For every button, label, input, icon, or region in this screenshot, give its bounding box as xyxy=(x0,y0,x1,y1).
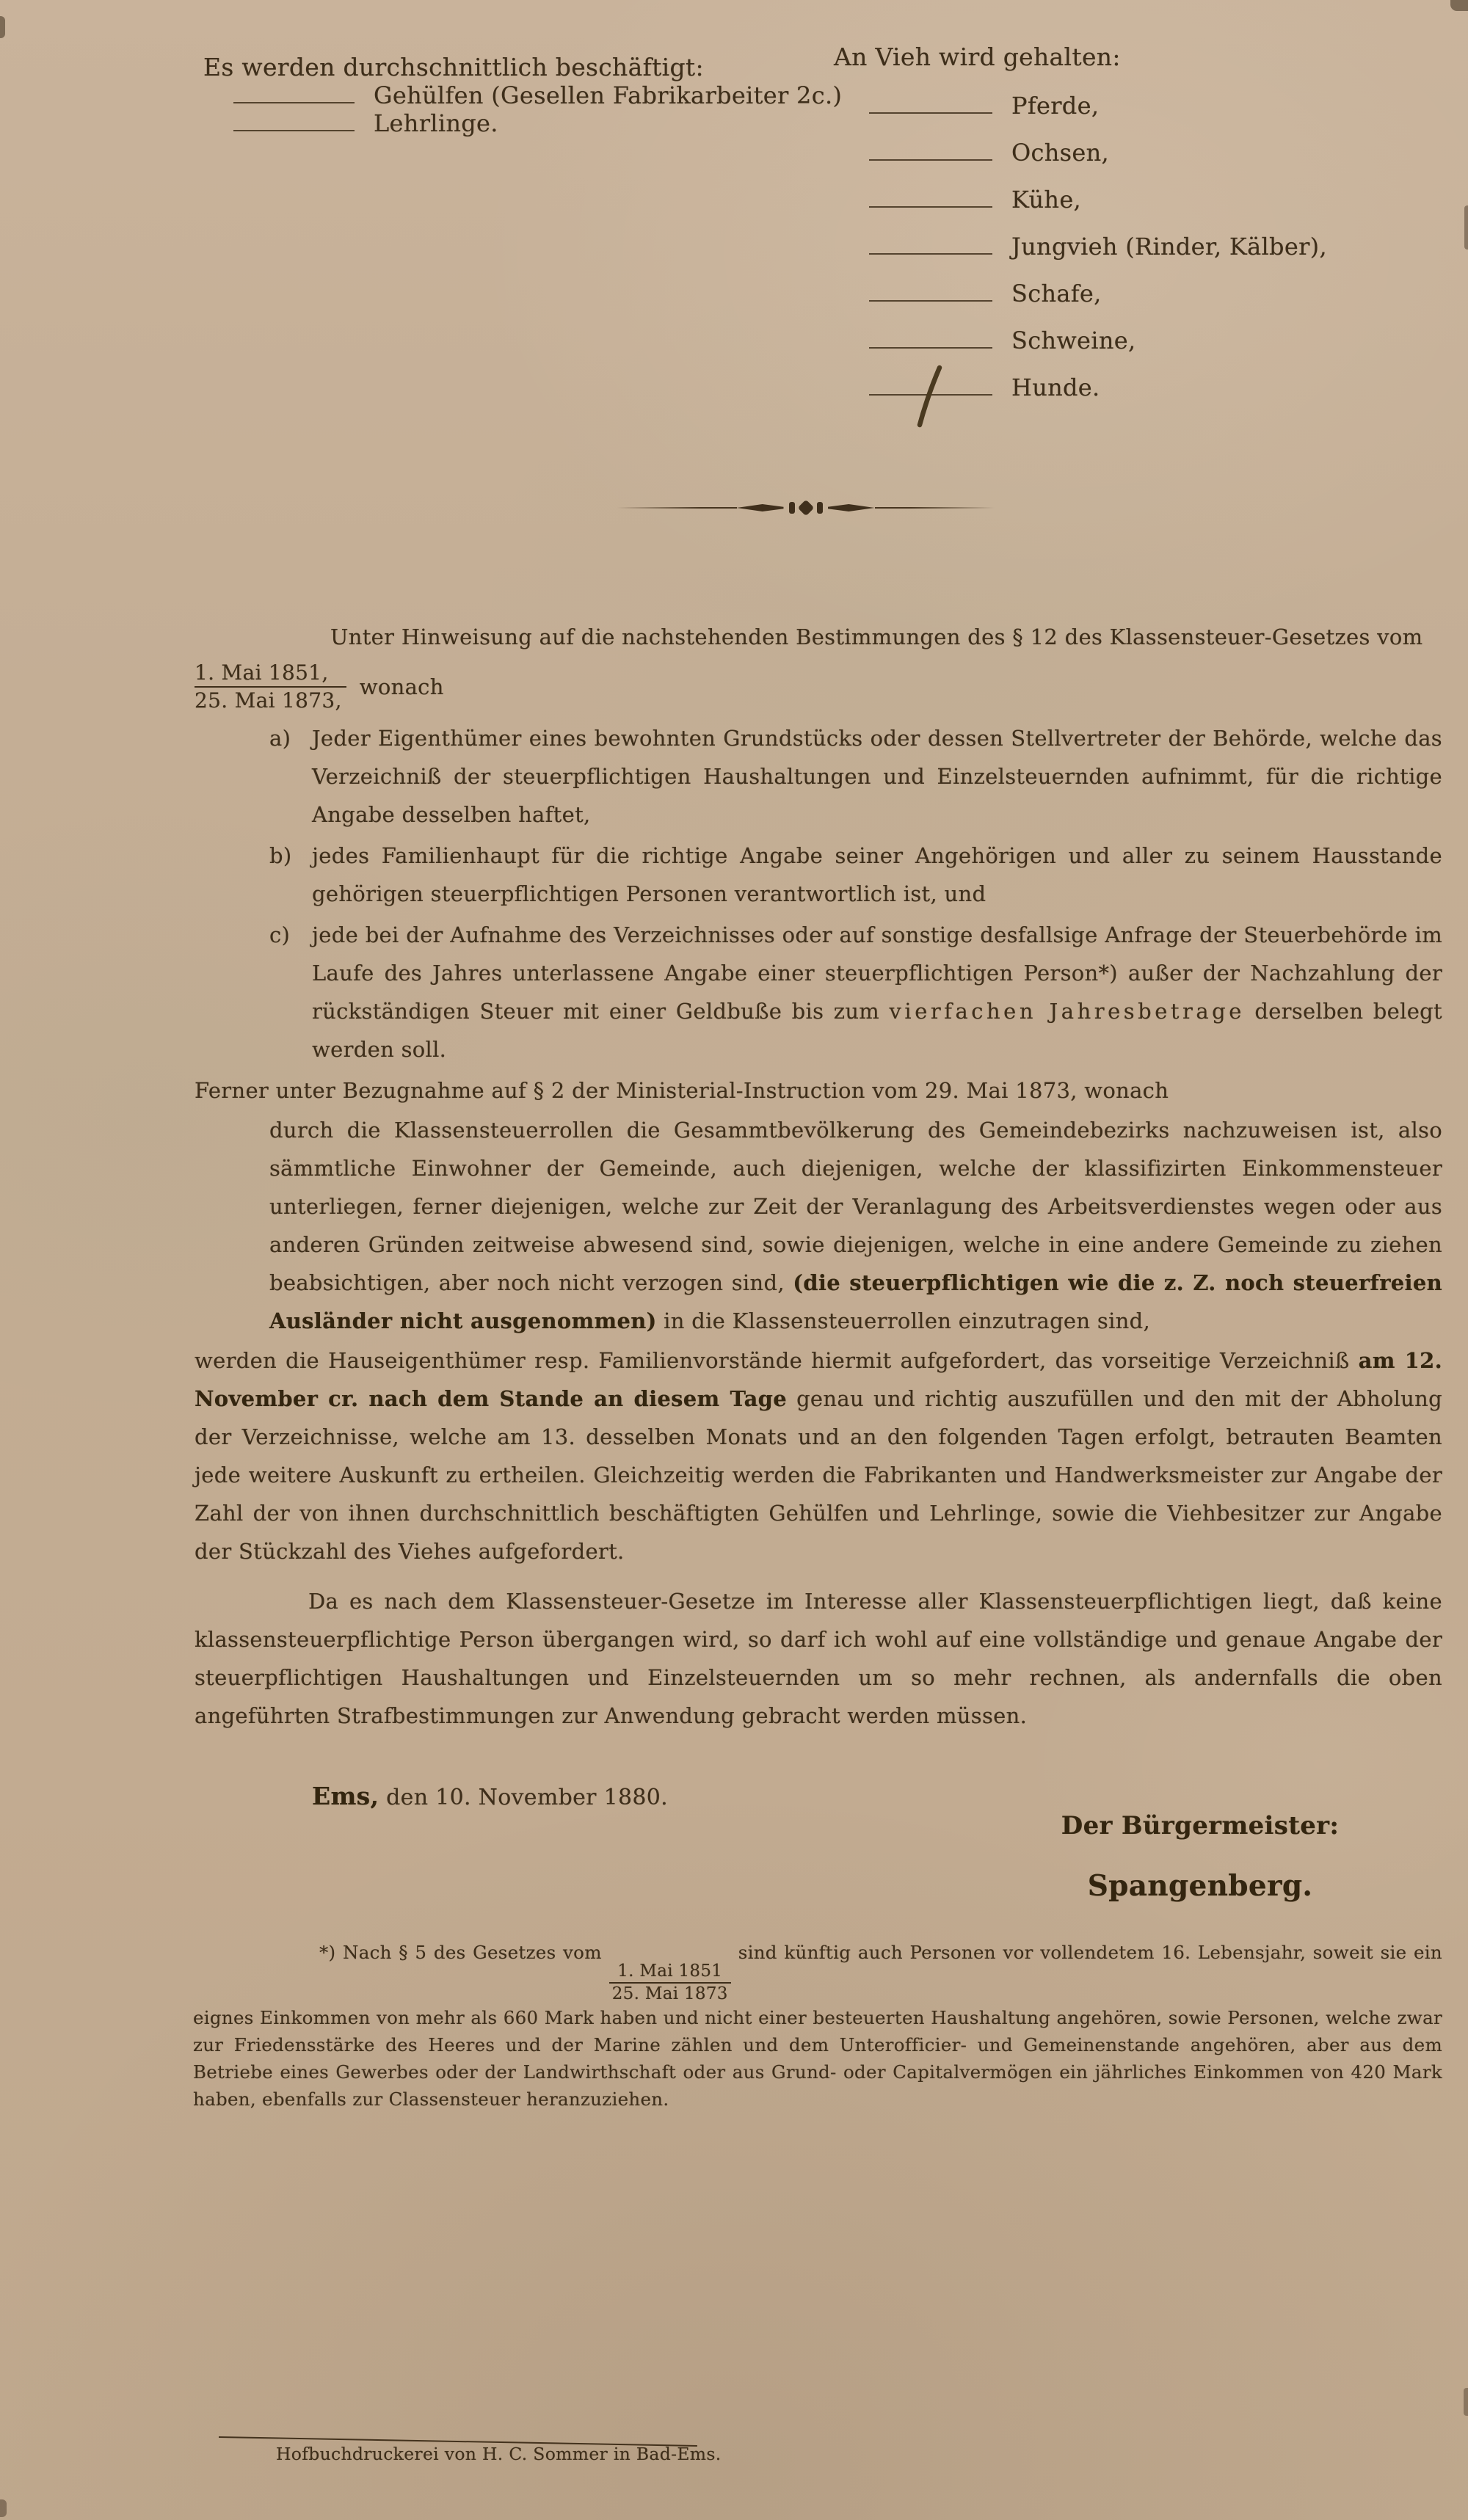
list-marker-b: b) xyxy=(269,843,292,868)
werden-run-bold: am 12. November cr. nach dem Stande an diesem Tage xyxy=(195,1348,1443,1411)
proclamation-body xyxy=(195,618,1442,1939)
employment-row-gehuelfen xyxy=(203,81,842,109)
durch-indented-paragraph xyxy=(269,1111,1442,1340)
divider-leaf-left-icon xyxy=(737,504,784,511)
divider-line-left xyxy=(617,507,737,509)
intro-paragraph-line: Unter Hinweisung auf die nachstehenden Bestimmungen des § 12 des Klassensteuer-Gesetzes vom xyxy=(330,624,1423,649)
livestock-row-jungvieh xyxy=(834,233,1327,280)
scan-artifact-top-right xyxy=(1450,0,1468,11)
livestock-row-schafe xyxy=(834,280,1327,327)
livestock-row-kuehe xyxy=(834,186,1327,233)
employment-label-gehuelfen: Gehülfen (Gesellen Fabrikarbeiter 2c.) xyxy=(374,81,843,109)
divider-diamond-icon xyxy=(797,500,814,517)
livestock-label-schweine: Schweine, xyxy=(1011,327,1136,354)
scan-artifact-bottom-left xyxy=(0,2499,7,2517)
livestock-row-ochsen xyxy=(834,139,1327,186)
livestock-blank-line-schweine xyxy=(869,346,992,349)
scan-artifact-top-left xyxy=(0,16,5,38)
footnote-date-top: 1. Mai 1851 xyxy=(609,1962,731,1984)
werden-run-3: genau und richtig auszufüllen und den mit der Abholung der Verzeichnisse, welche am 13. desselben Monats und an den folgenden Tagen erfolgt, betrauten Beamten jede weitere Auskunft zu ertheilen. Gleichzeitig werden die Fabrikanten und Handwerksmeister zur Angabe der Zahl der von ihnen durchschnittlich beschäftigten Gehülfen und Lehrlinge, sowie die Viehbesitzer zur Angabe der Stückzahl des Viehes aufgefordert. xyxy=(195,1386,1442,1564)
printer-credit-section xyxy=(219,2436,733,2464)
ornamental-divider xyxy=(617,493,995,522)
footnote xyxy=(193,1939,1442,2113)
livestock-blank-line-pferde xyxy=(869,112,992,114)
livestock-row-pferde xyxy=(834,92,1327,139)
list-item-a xyxy=(269,719,1442,834)
livestock-section xyxy=(834,43,1327,420)
durch-run-3: in die Klassensteuerrollen einzutragen sind, xyxy=(656,1308,1151,1333)
divider-leaf-right-icon xyxy=(828,504,875,511)
signer-name: Spangenberg. xyxy=(1087,1869,1313,1903)
list-marker-c: c) xyxy=(269,922,291,947)
list-text-a: Jeder Eigenthümer eines bewohnten Grundstücks oder dessen Stellvertreter der Behörde, welche das Verzeichniß der steuerpflichtigen Haushaltungen und Einzelsteuernden aufnimmt, für die richtige Angabe desselben haftet, xyxy=(312,726,1442,827)
handwritten-one-mark xyxy=(907,365,951,428)
employment-heading: Es werden durchschnittlich beschäftigt: xyxy=(203,53,704,81)
intro-after-word: wonach xyxy=(359,674,444,699)
place-name: Ems, xyxy=(312,1782,379,1810)
livestock-blank-line-kuehe xyxy=(869,205,992,208)
ferner-paragraph: Ferner unter Bezugnahme auf § 2 der Ministerial-Instruction vom 29. Mai 1873, wonach xyxy=(195,1078,1169,1103)
footnote-date-fraction xyxy=(609,1962,731,2004)
footnote-after-fraction: sind künftig auch Personen vor vollendetem 16. Lebensjahr, soweit sie ein eignes Einkommen von mehr als 660 Mark haben und nicht einer besteuerten Haushaltung angehören, sowie Personen, welche zwar zur Friedensstärke des Heeres und der Marine zählen und dem Unterofficier- und Gemeinenstande angehören, aber aus dem Betriebe eines Gewerbes oder der Landwirthschaft oder aus Grund- oder Capitalvermögen ein jährliches Einkommen von 420 Mark haben, ebenfalls zur Classensteuer heranzuziehen. xyxy=(193,1942,1442,2110)
list-marker-a: a) xyxy=(269,726,291,751)
employment-label-lehrlinge: Lehrlinge. xyxy=(374,109,498,137)
werden-run-1: werden die Hauseigenthümer resp. Familienvorstände hiermit aufgefordert, das vorseitige Verzeichniß xyxy=(195,1348,1359,1373)
livestock-label-pferde: Pferde, xyxy=(1011,92,1100,120)
divider-bar-icon xyxy=(789,502,795,514)
list-item-b xyxy=(269,837,1442,913)
livestock-blank-line-ochsen xyxy=(869,159,992,161)
livestock-row-hunde xyxy=(834,374,1327,420)
durch-run-1: durch die Klassensteuerrollen die Gesammtbevölkerung des Gemeindebezirks nachzuweisen ist, also sämmtliche Einwohner der Gemeinde, auch diejenigen, welche der klassifizirten Einkommensteuer unterliegen, ferner diejenigen, welche zur Zeit der Veranlagung des Arbeitsverdienstes wegen oder aus anderen Gründen zeitweise abwesend sind, sowie diejenigen, welche in eine andere Gemeinde zu ziehen beabsichtigen, aber noch nicht verzogen sind, xyxy=(269,1118,1442,1295)
livestock-row-schweine xyxy=(834,327,1327,374)
livestock-blank-line-jungvieh xyxy=(869,252,992,255)
scan-artifact-right-edge xyxy=(1464,205,1468,250)
employment-blank-line-lehrlinge xyxy=(233,129,355,131)
list-text-c-emphasized: vierfachen Jahresbetrage xyxy=(889,999,1245,1024)
list-item-c xyxy=(269,916,1442,1068)
livestock-label-kuehe: Kühe, xyxy=(1011,186,1082,214)
employment-section xyxy=(203,53,842,137)
law-date-bottom: 25. Mai 1873, xyxy=(195,688,342,713)
law-date-fraction xyxy=(195,660,346,713)
list-text-b: jedes Familienhaupt für die richtige Angabe seiner Angehörigen und aller zu seinem Hausstande gehörigen steuerpflichtigen Personen verantwortlich ist, und xyxy=(312,843,1442,906)
list-text-c-post: derselben belegt werden soll. xyxy=(312,999,1442,1062)
list-text-c-pre: jede bei der Aufnahme des Verzeichnisses oder auf sonstige desfallsige Anfrage der Steuerbehörde im Laufe des Jahres unterlassene Angabe einer steuerpflichtigen Person*) außer der Nachzahlung der rückständigen Steuer mit einer Geldbuße bis zum xyxy=(312,922,1442,1024)
livestock-label-ochsen: Ochsen, xyxy=(1011,139,1110,167)
printer-credit-text: Hofbuchdruckerei von H. C. Sommer in Bad-Ems. xyxy=(276,2444,722,2464)
signature-section xyxy=(195,1777,1442,1939)
werden-paragraph xyxy=(195,1341,1442,1570)
livestock-blank-line-schafe xyxy=(869,299,992,302)
livestock-label-jungvieh: Jungvieh (Rinder, Kälber), xyxy=(1011,233,1327,261)
employment-row-lehrlinge xyxy=(203,109,842,137)
footnote-before-fraction: Nach § 5 des Gesetzes vom xyxy=(335,1942,602,1963)
divider-bar-icon xyxy=(817,502,823,514)
footnote-marker: *) xyxy=(319,1942,336,1963)
scan-artifact-right-lower xyxy=(1464,2388,1468,2416)
footnote-date-bottom: 25. Mai 1873 xyxy=(611,1984,728,2003)
employment-blank-line-gehuelfen xyxy=(233,101,355,103)
signature-block xyxy=(1024,1807,1376,1905)
livestock-label-schafe: Schafe, xyxy=(1011,280,1102,307)
law-date-top: 1. Mai 1851, xyxy=(195,660,346,688)
date-text: den 10. November 1880. xyxy=(379,1785,669,1810)
livestock-blank-line-hunde xyxy=(869,393,992,396)
livestock-label-hunde: Hunde. xyxy=(1011,374,1100,401)
law-date-fraction-row xyxy=(195,660,1442,713)
durch-run-bold: (die steuerpflichtigen wie die z. Z. noch steuerfreien Ausländer nicht ausgenommen) xyxy=(269,1270,1442,1333)
livestock-heading: An Vieh wird gehalten: xyxy=(834,43,1121,71)
signer-role: Der Bürgermeister: xyxy=(1061,1811,1340,1840)
closing-paragraph: Da es nach dem Klassensteuer-Gesetze im Interesse aller Klassensteuerpflichtigen liegt, daß keine klassensteuerpflichtige Person übergangen wird, so darf ich wohl auf eine vollständige und genaue Angabe der steuerpflichtigen Haushaltungen und Einzelsteuernden um so mehr rechnen, als andernfalls die oben angeführten Strafbestimmungen zur Anwendung gebracht werden müssen. xyxy=(195,1589,1442,1728)
divider-line-right xyxy=(875,507,995,509)
list-text-c xyxy=(312,916,1442,1068)
